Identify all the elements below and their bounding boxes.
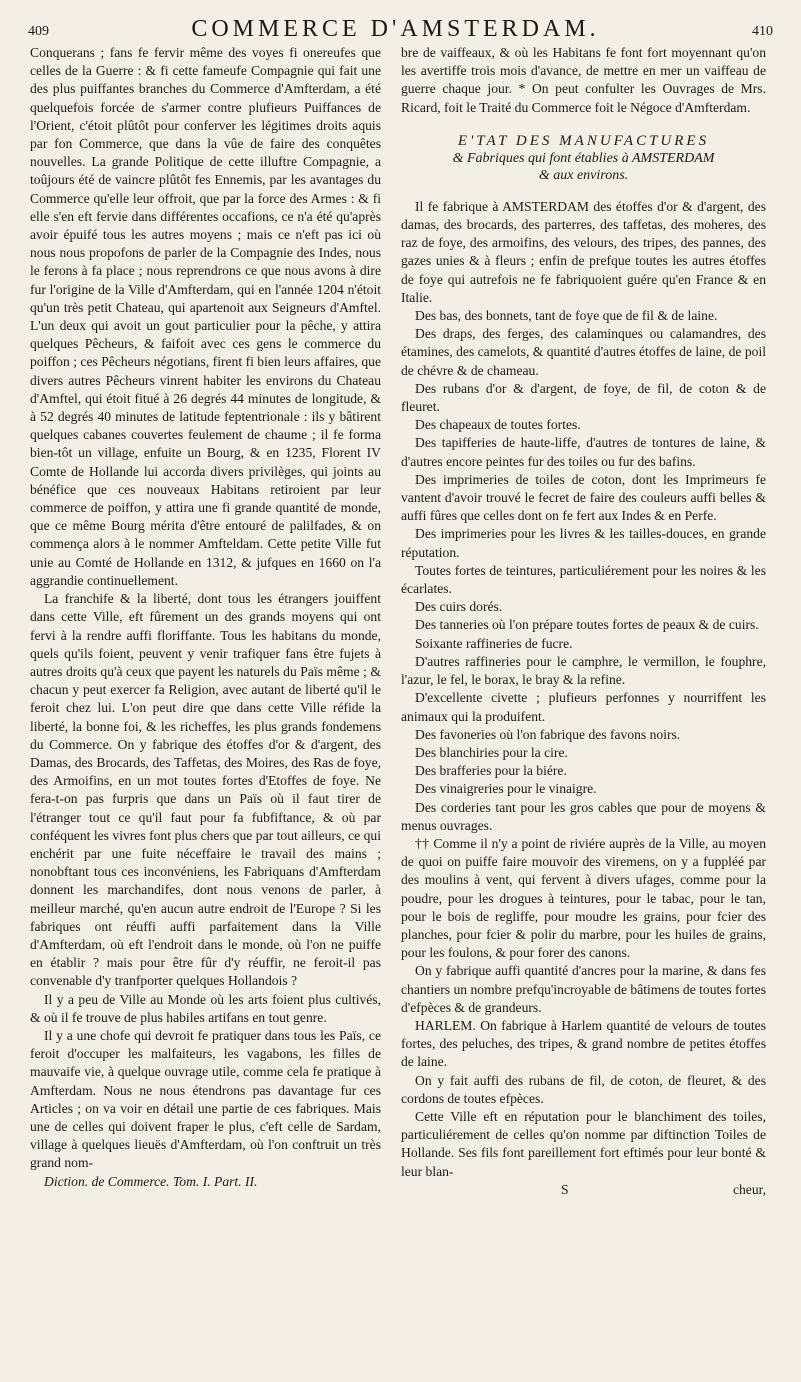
page-header <box>28 16 773 44</box>
paragraph: †† Comme il n'y a point de riviére auprès de la Ville, au moyen de quoi on puiffe faire mouvoir des viremens, on y a fuppléé par des moulins à vent, qui fervent à divers ufages, comme pour la poudre, pour les drogues à teintures, pour le tabac, pour le tan, pour le bois de regliffe, pour moudre les grains, pour fcier des planches, pour fcier & polir du marbre, pour les huiles de grains, pour les foulons, & pour forer des canons. <box>401 835 766 961</box>
paragraph: Conquerans ; fans fe fervir même des voyes fi onereufes que celles de la Guerre : & fi cette fameufe Compagnie qui fait une des plus puiffantes branches du Commerce d'Amfterdam, a été quelquefois forcée de s'armer contre plufieurs Puiffances de l'Orient, c'étoit plûtôt pour conferver les légitimes droits aquis par fon Commerce, que dans la vûe de faire des conquêtes nouvelles. La grande Politique de cette illuftre Compagnie, a toûjours été de vaincre plûtôt fes Ennemis, par les avantages du Commerce qu'elle leur offroit, que par la force des Armes : & fi elle s'en eft fervie dans différentes occafions, ce n'a été qu'après avoir épuifé tous les autres moyens ; mais ce n'eft pas ici où nous nous propofons de parler de la Compagnie des Indes, nous le ferons à fa place ; nous reprendrons ce que nous avons à dire fur l'origine de la Ville d'Amfterdam, qui en l'année 1204 n'étoit qu'un très petit Chateau, qui apartenoit aux Seigneurs d'Amftel. L'un deux qui avoit un gout particulier pour la pêche, y attira quelques Pêcheurs, & faifoit avec ces gens le commerce du poiffon ; ces Pêcheurs négotians, firent fi bien leurs affaires, que divers autres Pêcheurs vinrent habiter les environs du Chateau d'Amftel, qui étoit fitué à 26 degrés 44 minutes de longitude, & à 52 degrés 40 minutes de latitude feptentrionale : ils y bâtirent quelques cabanes couvertes feulement de chaume ; il fe forma bien-tôt un village, enfuite un Bourg, & en 1235, Florent IV Comte de Hollande lui accorda divers privilèges, qui joints au bénéfice que ces nouveaux Habitans retiroient par leur commerce de poiffon, y attira une fi grande quantité de monde, que ce même Bourg mérita d'être entouré de palilfades, & on commença alors à le nommer Amfteldam. Cette petite Ville fut unie au Comté de Hollande en 1312, & jufques en 1660 on l'a aggrandie continuellement. <box>30 45 381 588</box>
page-number-right: 410 <box>752 24 773 39</box>
left-column <box>30 44 381 1191</box>
paragraph: Des tapifferies de haute-liffe, d'autres de tontures de laine, & d'autres encore peintes fur des toiles ou fur des bafins. <box>401 435 766 469</box>
paragraph: Il fe fabrique à AMSTERDAM des étoffes d'or & d'argent, des damas, des brocards, des parterres, des taffetas, des moheres, des raz de foye, des armoifins, des velours, des tripes, des pannes, des gazes unies & à fleurs ; enfin de prefque toutes les autres étoffes de foye qui autrefois ne fe fabriquoient guére qu'en France & en Italie. <box>401 198 766 305</box>
paragraph: Des corderies tant pour les gros cables que pour de moyens & menus ouvrages. <box>401 799 766 833</box>
paragraph: Des cuirs dorés. <box>415 599 503 615</box>
page-bottom <box>401 1181 766 1199</box>
paragraph: Des blanchiries pour la cire. <box>415 744 568 760</box>
paragraph: Des bas, des bonnets, tant de foye que de fil & de laine. <box>415 308 718 324</box>
section-subheading-2: & aux environs. <box>538 167 629 183</box>
catchword: cheur, <box>732 1181 766 1197</box>
paragraph: D'excellente civette ; plufieurs perfonnes y nourriffent les animaux qui la produifent. <box>401 690 766 724</box>
paragraph: Cette Ville eft en réputation pour le blanchiment des toiles, particuliérement de celles qu'on nomme par diftinction Toiles de Hollande. Ses fils font pareillement fort eftimés pour leur bonté & leur blan- <box>401 1108 766 1179</box>
paragraph: On y fait auffi des rubans de fil, de coton, de fleuret, & des cordons de toutes efpèces. <box>401 1072 766 1106</box>
paragraph: Des vinaigreries pour le vinaigre. <box>415 781 597 797</box>
paragraph: HARLEM. On fabrique à Harlem quantité de velours de toutes fortes, des peluches, des tripes, & grand nombre de petites étoffes de laine. <box>401 1017 766 1070</box>
paragraph: La franchife & la liberté, dont tous les étrangers jouiffent dans cette Ville, eft fûrement un des grands moyens qui ont fervi à la rendre auffi floriffante. Tous les habitans du monde, quels qu'ils foient, peuvent y venir trafiquer fans être fujets à autres droits qu'à ceux que payent les naturels du Païs même ; & chacun y peut exercer fa Religion, avec autant de liberté qu'il le feroit chez lui. L'on peut dire que dans cette Ville réfide la liberté, la bonne foi, & les richeffes, les plus grands fondemens du Commerce. On y fabrique des étoffes d'or & d'argent, des Damas, des Brocards, des Taffetas, des Moires, des Ras de foye, des Armoifins, en un mot toutes fortes d'Etoffes de foye. Ne fera-t-on pas furpris que dans un Païs où il faut tirer de l'étranger tout ce qu'il faut pour fa fubfiftance, & où par conféquent les vivres font plus chers que par tout ailleurs, ce qui enchérit par une fuite néceffaire le travail des mains ; nonobftant tous ces inconvéniens, les Fabriquans d'Amfterdam donnent les marchandifes, dont nous venons de parler, à meilleur marché, qu'en aucun autre endroit de l'Europe ? Si les fabriques ont réuffi auffi parfaitement dans la Ville d'Amfterdam, où eft l'endroit dans le monde, où l'on ne puiffe en établir ? mais pour être fûr d'y réuffir, ne feroit-il pas convenable d'y tranfporter quelques Hollandois ? <box>30 591 381 989</box>
paragraph: D'autres raffineries pour le camphre, le vermillon, le fouphre, l'azur, le fel, le borax, le bray & la refine. <box>401 653 766 688</box>
paragraph: Des favoneries où l'on fabrique des favons noirs. <box>415 726 681 742</box>
paragraph: Toutes fortes de teintures, particuliérement pour les noires & les écarlates. <box>401 562 766 597</box>
paragraph: Des chapeaux de toutes fortes. <box>415 417 581 433</box>
paragraph: Soixante raffineries de fucre. <box>415 635 573 651</box>
section-heading: E'TAT DES MANUFACTURES <box>457 132 710 149</box>
paragraph: Il y a peu de Ville au Monde où les arts foient plus cultivés, & où il fe trouve de plus habiles artifans en tout genre. <box>30 991 381 1025</box>
paragraph: Des draps, des ferges, des calaminques ou calamandres, des étamines, des camelots, & quantité d'autres étoffes de laine, de poil de chévre & de chameau. <box>401 326 766 378</box>
right-column <box>401 44 766 1199</box>
paragraph: Des tanneries où l'on prépare toutes fortes de peaux & de cuirs. <box>415 617 759 633</box>
signature-mark: S <box>561 1181 569 1197</box>
section-subheading: & Fabriques qui font établies à AMSTERDAM <box>452 150 715 166</box>
paragraph: Des rubans d'or & d'argent, de foye, de fil, de coton & de fleuret. <box>401 380 766 415</box>
section-title <box>401 133 766 184</box>
paragraph: Des imprimeries pour les livres & les tailles-douces, en grande réputation. <box>401 526 766 560</box>
running-title: COMMERCE D'AMSTERDAM. <box>191 16 600 42</box>
paragraph: Il y a une chofe qui devroit fe pratiquer dans tous les Païs, ce feroit d'occuper les malfaiteurs, les vagabons, les filles de mauvaife vie, à quelque ouvrage utile, comme cela fe pratique à Amfterdam. Nous ne nous étendrons pas davantage fur ces Articles ; on va voir en détail une partie de ces fabriques. Mais une de celles qui doivent fraper le plus, c'eft celle de Sardam, village à quelques lieuës d'Amfterdam, où l'on conftruit un très grand nom- <box>30 1027 381 1171</box>
paragraph: bre de vaiffeaux, & où les Habitans fe font fort moyennant qu'on les avertiffe trois mois d'avance, de mettre en mer un vaiffeau de guerre chaque jour. * On peut confulter les Ouvrages de Mrs. Ricard, foit le Traité du Commerce foit le Négoce d'Amfterdam. <box>401 45 766 115</box>
paragraph: Des imprimeries de toiles de coton, dont les Imprimeurs fe vantent d'avoir trouvé le fecret de faire des couleurs auffi belles & auffi fûres que celles dont on fe fert aux Indes & en Perfe. <box>401 471 766 524</box>
footer-signature-line: Diction. de Commerce. Tom. I. Part. II. <box>44 1173 258 1189</box>
paragraph: Des brafferies pour la biére. <box>415 763 567 779</box>
page-number-left: 409 <box>28 24 49 39</box>
paragraph: On y fabrique auffi quantité d'ancres pour la marine, & dans fes chantiers un nombre prefqu'incroyable de bâtimens de toutes fortes d'efpèces & de grandeurs. <box>401 963 766 1015</box>
